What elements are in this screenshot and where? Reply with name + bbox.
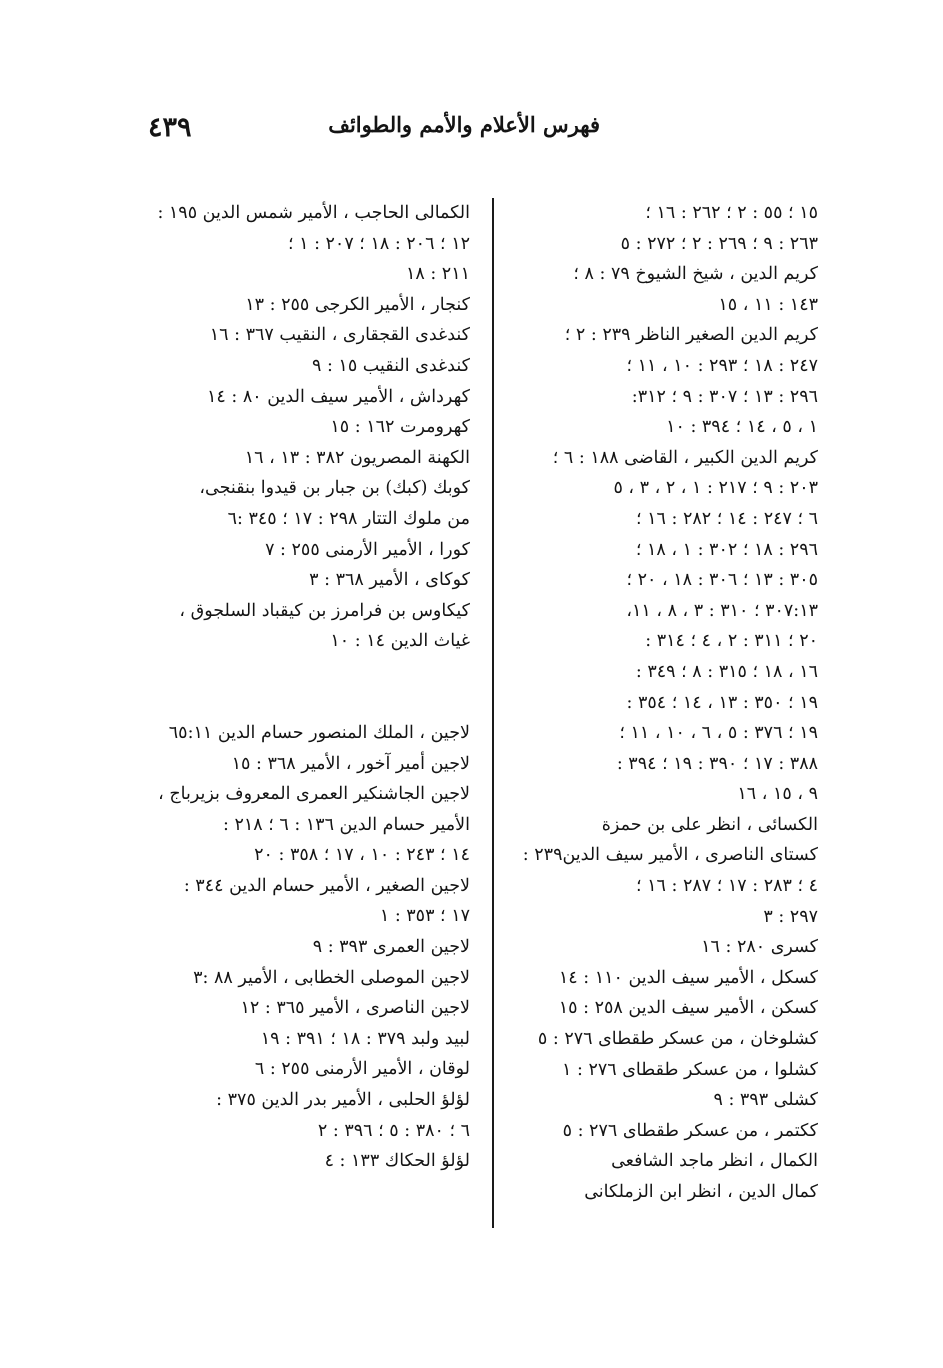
index-entry-line: ٣٠٥ : ١٣ ؛ ٣٠٦ : ١٨ ، ٢٠ ؛: [626, 570, 818, 591]
index-entry-line: ٢٩٧ : ٣: [763, 906, 818, 927]
index-entry-line: ١٩ ؛ ٣٧٦ : ٥ ، ٦ ، ١٠ ، ١١ ؛: [619, 723, 818, 744]
index-entry-line: ١٢ ؛ ٢٠٦ : ١٨ ؛ ٢٠٧ : ١ ؛: [287, 233, 470, 254]
index-entry-line: كريم الدين ، شيخ الشيوخ ٧٩ : ٨ ؛: [573, 264, 818, 285]
index-entry-line: لؤلؤ الحكاك ١٣٣ : ٤: [324, 1151, 470, 1172]
index-entry-line: كشلى ٣٩٣ : ٩: [713, 1090, 818, 1111]
index-entry-line: ٦ ؛ ٢٤٧ : ١٤ ؛ ٢٨٢ : ١٦ ؛: [635, 508, 818, 529]
index-entry-line: ١٩ ؛ ٣٥٠ : ١٣ ، ١٤ ؛ ٣٥٤ :: [626, 692, 818, 713]
index-entry-line: ٢٩٦ : ١٨ ؛ ٣٠٢ : ١ ، ١٨ ؛: [635, 539, 818, 560]
index-entry-line: ٢٦٣ : ٩ ؛ ٢٦٩ : ٢ ؛ ٢٧٢ : ٥: [620, 233, 818, 254]
index-entry-line: الكمال ، انظر ماجد الشافعى: [611, 1151, 818, 1172]
index-entry-line: كريم الدين الكبير ، القاضى ١٨٨ : ٦ ؛: [552, 447, 818, 468]
index-column-right: [512, 198, 818, 1208]
index-entry-line: لاجين الموصلى الخطابى ، الأمير ٨٨ :٣: [193, 967, 470, 988]
index-entry-line: كهرداش ، الأمير سيف الدين ٨٠ : ١٤: [207, 386, 470, 407]
index-entry-line: ٢٠ ؛ ٣١١ : ٢ ، ٤ ؛ ٣١٤ :: [645, 631, 818, 652]
index-entry-line: ٢٤٧ : ١٨ ؛ ٢٩٣ : ١٠ ، ١١ ؛: [626, 355, 818, 376]
index-entry-line: لؤلؤ الحلبى ، الأمير بدر الدين ٣٧٥ :: [216, 1090, 470, 1111]
index-entry-line: كستاى الناصرى ، الأمير سيف الدين٢٣٩ :: [522, 845, 818, 866]
index-entry-line: ٢٩٦ : ١٣ ؛ ٣٠٧ : ٩ ؛ ٣١٢:: [631, 386, 818, 407]
index-entry-line: من ملوك التتار ٢٩٨ : ١٧ ؛ ٣٤٥ :٦: [227, 508, 470, 529]
index-entry-line: لاجين الناصرى ، الأمير ٣٦٥ : ١٢: [240, 998, 470, 1019]
index-entry-line: لاجين ، الملك المنصور حسام الدين ٦٥:١١: [168, 722, 470, 743]
index-entry-line: كندغدى القجقارى ، النقيب ٣٦٧ : ١٦: [209, 325, 470, 346]
index-entry-line: ١٤٣ : ١١ ، ١٥: [718, 294, 818, 315]
index-entry-line: لبيد ولبد ٣٧٩ : ١٨ ؛ ٣٩١ : ١٩: [260, 1028, 470, 1049]
index-entry-line: لاجين الجاشنكير العمرى المعروف بزيرباج ،: [158, 784, 470, 805]
index-entry-line: لوقان ، الأمير الأرمنى ٢٥٥ : ٦: [254, 1059, 470, 1080]
index-entry-line: ٣٨٨ : ١٧ ؛ ٣٩٠ : ١٩ ؛ ٣٩٤ :: [616, 753, 818, 774]
index-entry-line: ١٧ ؛ ٣٥٣ : ١: [379, 906, 470, 927]
index-section-lam: [160, 718, 470, 1177]
index-entry-line: ٢١١ : ١٨: [405, 264, 470, 285]
index-entry-line: ٩ ، ١٥ ، ١٦: [737, 784, 818, 805]
index-entry-line: كمال الدين ، انظر ابن الزملكانى: [584, 1182, 818, 1202]
index-section-kaf: [157, 198, 470, 657]
index-entry-line: لاجين العمرى ٣٩٣ : ٩: [312, 937, 470, 958]
index-entry-line: ٣٠٧:١٣ ؛ ٣١٠ : ٣ ، ٨ ، ١١،: [626, 600, 818, 621]
index-entry-line: غياث الدين ١٤ : ١٠: [330, 631, 470, 652]
index-entry-line: كريم الدين الصغير الناظر ٢٣٩ : ٢ ؛: [564, 325, 818, 346]
index-entry-line: ١٦ ، ١٨ ؛ ٣١٥ : ٨ ؛ ٣٤٩ :: [635, 661, 818, 682]
index-entry-line: الأمير حسام الدين ١٣٦ : ٦ ؛ ٢١٨ :: [222, 814, 470, 835]
index-entry-line: كسكن ، الأمير سيف الدين ٢٥٨ : ١٥: [558, 998, 818, 1019]
index-entry-line: ١ ، ٥ ، ١٤ ؛ ٣٩٤ : ١٠: [666, 417, 818, 438]
index-entry-line: كسرى ٢٨٠ : ١٦: [701, 937, 818, 958]
index-entry-line: ٤ ؛ ٢٨٣ : ١٧ ؛ ٢٨٧ : ١٦ ؛: [635, 876, 818, 897]
index-entry-line: كوكاى ، الأمير ٣٦٨ : ٣: [309, 570, 470, 591]
index-entry-line: كشلوخان ، من عسكر طقطاى ٢٧٦ : ٥: [537, 1029, 818, 1050]
page-number: ٤٣٩: [148, 112, 192, 143]
index-entry-line: الكهنة المصريون ٣٨٢ : ١٣ ، ١٦: [244, 447, 470, 468]
column-divider: [492, 198, 494, 1228]
index-column-left: [157, 198, 470, 1177]
page-title: فهرس الأعلام والأمم والطوائف: [328, 112, 600, 137]
index-entry-line: كورا ، الأمير الأرمنى ٢٥٥ : ٧: [265, 539, 470, 560]
index-entry-line: كنجار ، الأمير الكرجى ٢٥٥ : ١٣: [245, 294, 470, 315]
index-entry-line: ٢٠٣ : ٩ ؛ ٢١٧ : ١ ، ٢ ، ٣ ، ٥: [613, 478, 818, 499]
index-entry-line: الكمالى الحاجب ، الأمير شمس الدين ١٩٥ :: [157, 203, 470, 223]
index-entry-line: الكسائى ، انظر على بن حمزة: [601, 814, 818, 835]
index-entry-line: لاجين أمير آخور ، الأمير ٣٦٨ : ١٥: [231, 753, 470, 774]
index-entry-line: كوبك (كبك) بن جبار بن قيدوا بنقنجى،: [199, 478, 470, 499]
index-entry-line: كسكل ، الأمير سيف الدين ١١٠ : ١٤: [558, 967, 818, 988]
index-entry-line: ١٤ ؛ ٢٤٣ : ١٠ ، ١٧ ؛ ٣٥٨ : ٢٠: [254, 845, 470, 866]
section-gap: [160, 657, 470, 718]
index-entry-line: ككتمر ، من عسكر طقطاى ٢٧٦ : ٥: [562, 1120, 818, 1141]
index-entry-line: كيكاوس بن فرامرز بن كيقباد السلجوق ،: [179, 600, 470, 621]
index-entry-line: ١٥ ؛ ٥٥ : ٢ ؛ ٢٦٢ : ١٦ ؛: [645, 203, 818, 223]
index-entry-line: ٦ ؛ ٣٨٠ : ٥ ؛ ٣٩٦ : ٢: [317, 1120, 470, 1141]
index-entry-line: كشلوا ، من عسكر طقطاى ٢٧٦ : ١: [562, 1059, 818, 1080]
index-entry-line: كندغدى النقيب ١٥ : ٩: [311, 355, 470, 376]
index-entry-line: كهرومرت ١٦٢ : ١٥: [330, 417, 470, 438]
index-entry-line: لاجين الصغير ، الأمير حسام الدين ٣٤٤ :: [183, 875, 470, 896]
